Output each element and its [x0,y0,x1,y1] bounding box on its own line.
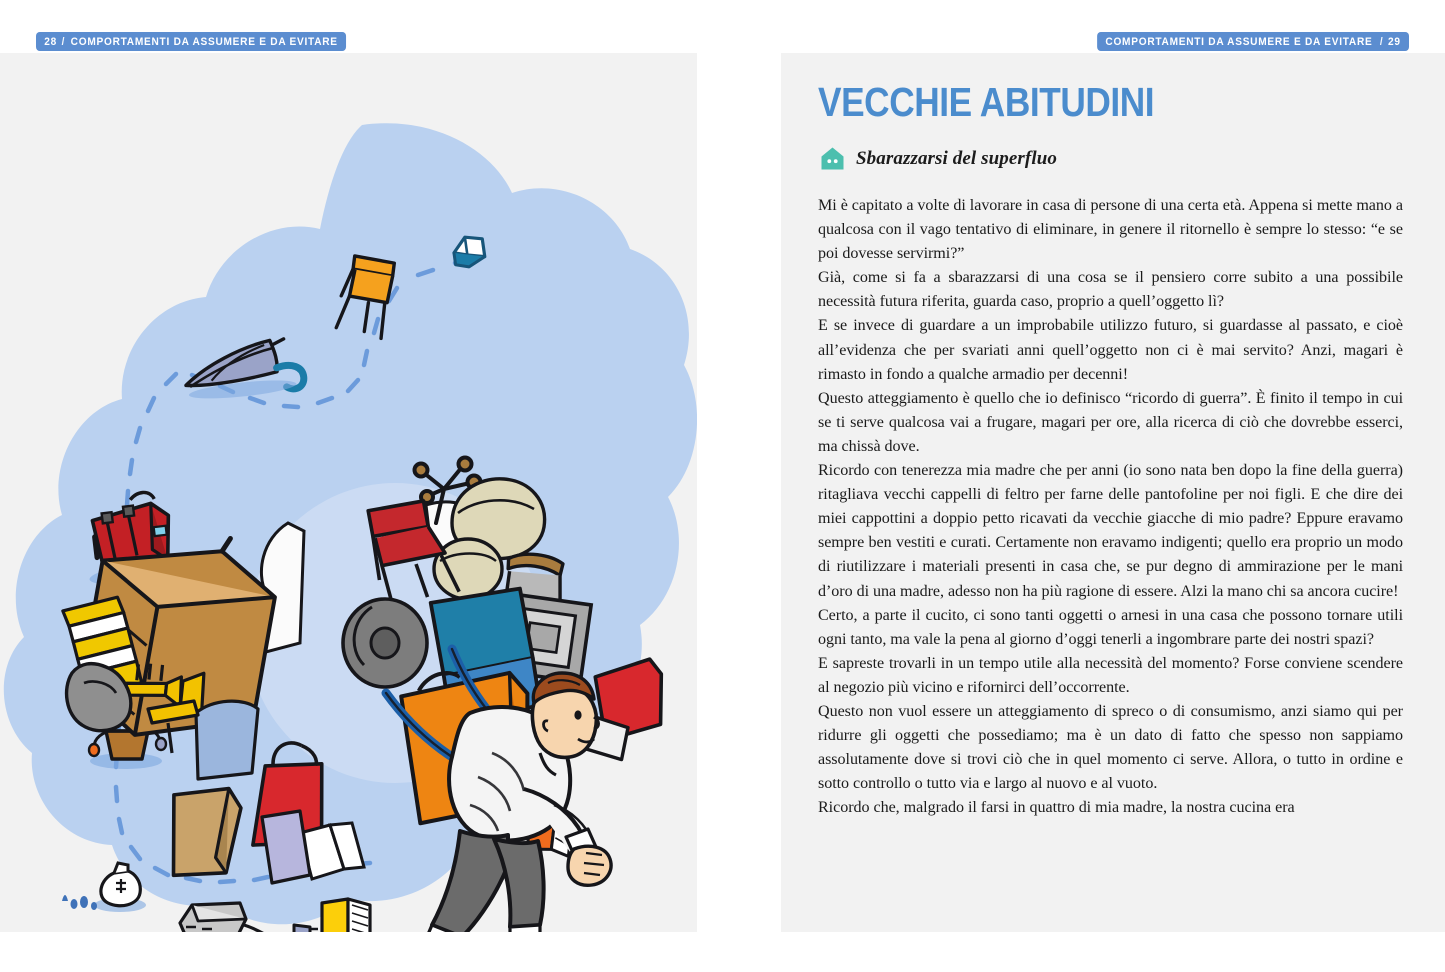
paragraph: Ricordo con tenerezza mia madre che per anni (io sono nata ben dopo la fine della guerra) ritagliava vecchi cappelli di feltro per farne delle pantofoline per noi figli. E che dire dei miei cappottini a doppio petto ricavati da vecchie giacche di mio padre? Eppure eravamo sempre ben vestiti e curati. Certamente non eravamo indigenti; quello era proprio un modo di riutilizzare i materiali presenti in casa che, se pur degno di ammirazione per le mani d’oro di una madre, adesso non ha più ragione di essere. Alzi la mano chi sa ancora cucire! [818,462,1403,600]
body-text [818,194,1403,820]
paragraph: Ricordo che, malgrado il farsi in quattro di mia madre, la nostra cucina era [818,799,1295,817]
running-head-left-text: COMPORTAMENTI DA ASSUMERE E DA EVITARE [70,35,338,48]
paragraph: Mi è capitato a volte di lavorare in casa di persone di una certa età. Appena si mette mano a qualcosa con il vago tentativo di eliminare, in genere il ritornello è sempre lo stesso: “e se poi dovesse servirmi?” [818,197,1403,263]
paragraph: Già, come si fa a sbarazzarsi di una cosa se il pensiero corre subito a una possibile necessità futura riferita, guarda caso, proprio a quell’oggetto lì? [818,269,1403,311]
running-head-right-page-number: 29 [1387,35,1401,48]
round-mirror [434,539,502,599]
man-hand [568,846,611,885]
blue-cloth-mid [196,701,258,779]
paragraph: Certo, a parte il cucito, ci sono tanti oggetti o arnesi in una casa che possono tornare utili ogni tanto, ma vale la pena al giorno d’oggi tenerli a ingombrare parte dei nostri spazi? [818,606,1403,648]
left-page [0,53,697,932]
section-heading [820,146,1403,171]
paragraph: E sapreste trovarli in un tempo utile alla necessità del momento? Forse conviene scendere al negozio più vicino e rifornirci dell’occorrente. [818,654,1403,696]
paragraph: Questo non vuol essere un atteggiamento di spreco o di consumismo, anzi siamo qui per ridurre gli oggetti che possediamo; ma è un dato di fatto che spesso non sappiamo assolutamente dove si trovi ciò che in quel momento ci serve. Allora, o tutto in ordine e sotto controllo o tutto via e largo al nuovo e al vuoto. [818,702,1403,793]
running-head-right-text: COMPORTAMENTI DA ASSUMERE E DA EVITARE [1105,35,1373,48]
house-icon [820,146,845,171]
illustration-man-carrying-objects [0,53,697,932]
grey-wheel [343,599,427,687]
running-head-right [1097,32,1409,51]
running-head-left-page-number: 28 [44,35,58,48]
running-head-right-separator: / [1379,35,1384,48]
section-subtitle: Sbarazzarsi del superfluo [856,147,1057,169]
paragraph: Questo atteggiamento è quello che io definisco “ricordo di guerra”. È finito il tempo in cui se ti serve qualcosa vai a frugare, magari per ore, alla ricerca di ciò che dovrebbe esserci, ma chissà dove. [818,389,1403,455]
running-head-left-separator: / [61,35,66,48]
page-title: VECCHIE ABITUDINI [818,79,1155,125]
right-page [781,53,1445,932]
yellow-book-ground [310,899,382,932]
paragraph: E se invece di guardare a un improbabile utilizzo futuro, si guardasse al passato, e cioè all’evidenza che per svariati anni quell’oggetto non ci è mai servito? Anzi, magari è rimasto in fondo a qualche armadio per decenni! [818,317,1403,383]
small-dots [62,895,97,910]
running-head-left [36,32,346,51]
lilac-cloth [262,811,310,883]
